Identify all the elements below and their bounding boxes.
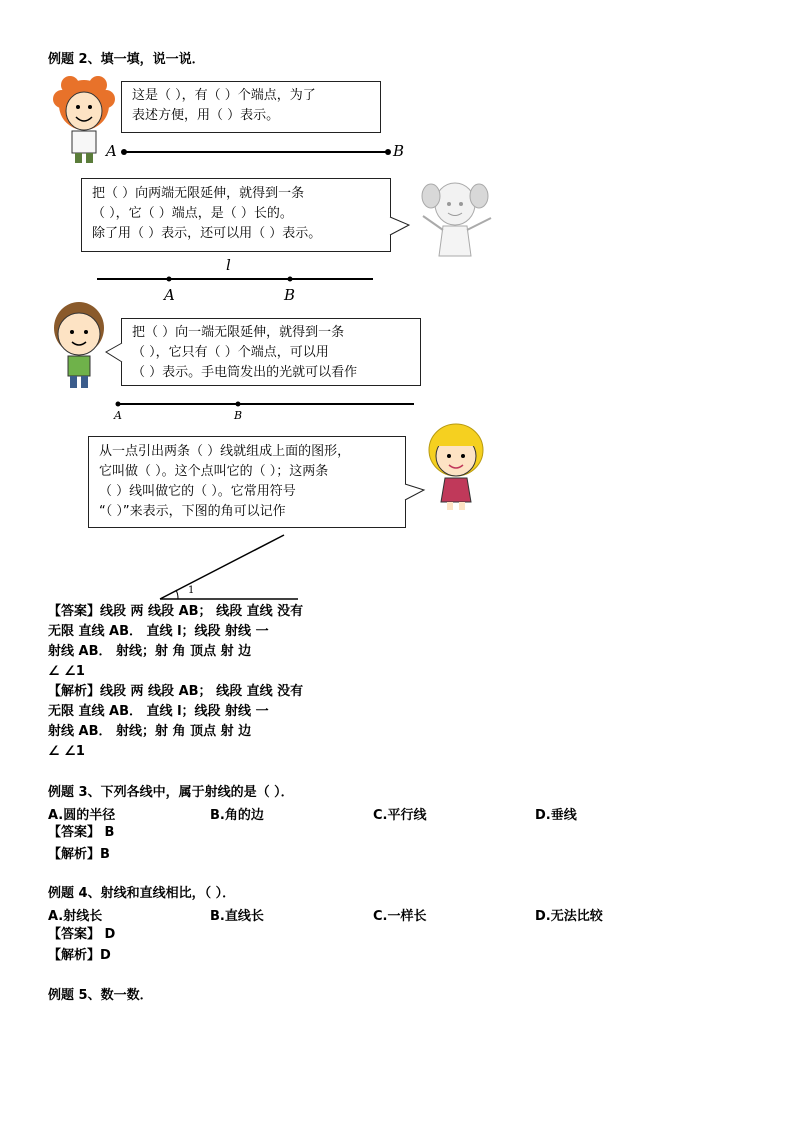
boy-brown-hair-icon [48,300,110,392]
bubble-line: （ ），它只有（ ）个端点，可以用 [132,345,329,360]
example-4-analysis: 【解析】D [48,948,111,963]
line-label-b: B [284,286,296,304]
segment-label-b: B [393,142,405,160]
speech-bubble-segment [121,81,381,133]
line-segment-diagram [100,140,420,165]
ray-diagram [114,398,419,412]
speech-bubble-line [81,178,391,252]
option-b: B.角的边 [210,808,264,823]
option-d: D.无法比较 [535,909,603,924]
answer-line: 【答案】线段 两 线段 AB； 线段 直线 没有 [48,604,304,619]
segment-label-a: A [106,142,117,160]
analysis-line: 【解析】线段 两 线段 AB； 线段 直线 没有 [48,684,304,699]
angle-label-1: 1 [188,585,195,596]
bubble-tail [389,215,413,239]
line-label-l: l [226,256,231,274]
analysis-line: ∠ ∠1 [48,744,85,759]
analysis-line: 无限 直线 AB． 直线 l；线段 射线 一 [48,704,269,719]
option-a: A.射线长 [48,909,103,924]
option-b: B.直线长 [210,909,264,924]
speech-bubble-angle [88,436,406,528]
bubble-line: （ ）线叫做它的（ ）。它常用符号 [99,484,296,499]
example-3-answer: 【答案】 B [48,825,115,840]
bubble-line: 它叫做（ ）。这个点叫它的（ ）；这两条 [99,464,329,479]
example-4-title: 例题 4、射线和直线相比，（ ）． [48,886,236,901]
bubble-line: （ ）表示。手电筒发出的光就可以看作 [132,365,358,380]
example-3-title: 例题 3、下列各线中，属于射线的是（ ）． [48,785,294,800]
bubble-line: 把（ ）向一端无限延伸，就得到一条 [132,325,345,340]
girl-blonde-icon [425,422,487,514]
analysis-line: 射线 AB． 射线；射 角 顶点 射 边 [48,724,252,739]
speech-bubble-ray [121,318,421,386]
answer-line: ∠ ∠1 [48,664,85,679]
girl-sketch-icon [415,178,499,260]
bubble-line: 表述方便，用（ ）表示。 [132,108,280,123]
option-c: C.一样长 [373,909,427,924]
bubble-line: 把（ ）向两端无限延伸，就得到一条 [92,186,305,201]
ray-label-a: A [114,409,122,422]
ray-label-b: B [234,409,243,422]
answer-line: 射线 AB． 射线；射 角 顶点 射 边 [48,644,252,659]
bubble-line: “（ ）”来表示，下图的角可以记作 [99,504,286,519]
example-2-title: 例题 2、填一填，说一说． [48,52,205,67]
bubble-line: 这是（ ），有（ ）个端点，为了 [132,88,316,103]
option-d: D.垂线 [535,808,577,823]
angle-diagram [150,532,300,604]
example-3-analysis: 【解析】B [48,847,110,862]
straight-line-diagram [95,270,380,290]
example-5-title: 例题 5、数一数． [48,988,153,1003]
example-4-answer: 【答案】 D [48,927,116,942]
bubble-line: （ ），它（ ）端点，是（ ）长的。 [92,206,293,221]
option-c: C.平行线 [373,808,427,823]
line-label-a: A [164,286,175,304]
option-a: A.圆的半径 [48,808,116,823]
bubble-tail [104,342,124,364]
bubble-line: 除了用（ ）表示，还可以用（ ）表示。 [92,226,322,241]
answer-line: 无限 直线 AB． 直线 l；线段 射线 一 [48,624,269,639]
bubble-line: 从一点引出两条（ ）线就组成上面的图形， [99,444,351,459]
